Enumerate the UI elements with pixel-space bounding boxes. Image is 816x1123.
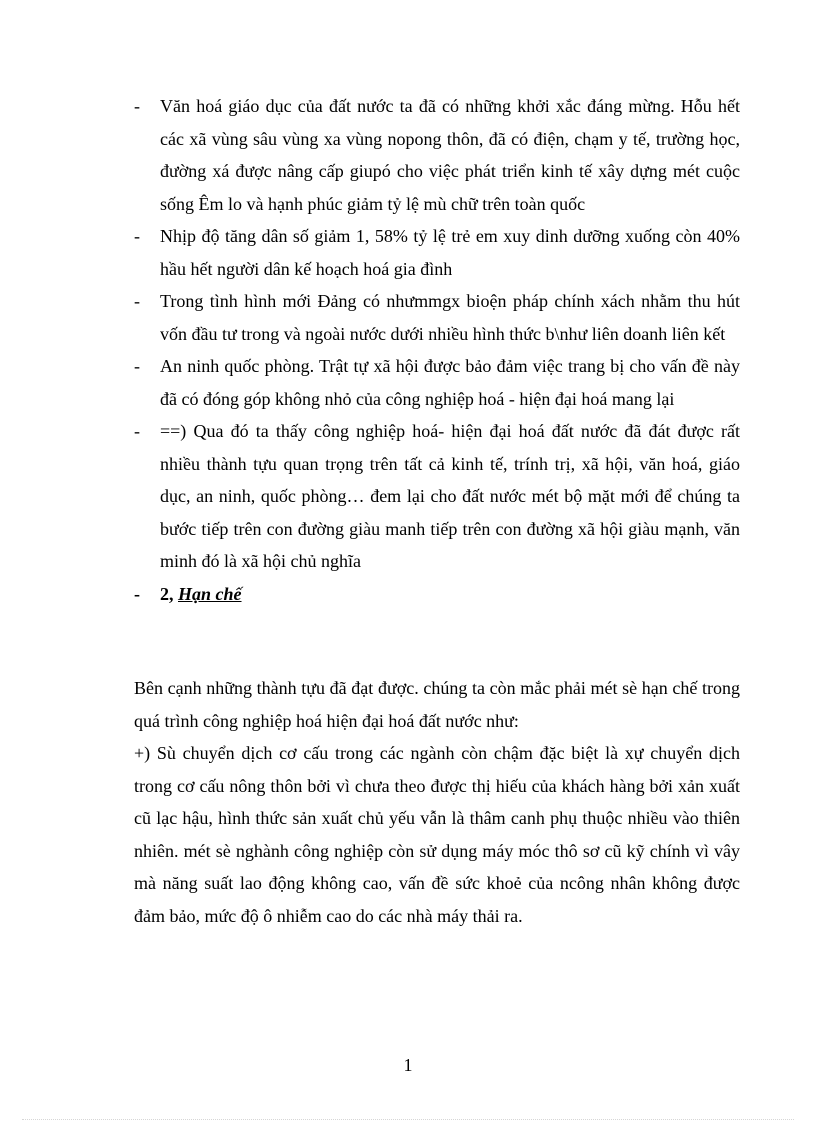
heading-number: 2, [160, 583, 174, 604]
section-heading [134, 578, 740, 611]
bullet-item [134, 350, 740, 415]
bullet-text: Trong tình hình mới Đảng có nhưmmgx bioện pháp chính xách nhằm thu hút vốn đầu tư trong và ngoài nước dưới nhiều hình thức b\như liên doanh liên kết [160, 291, 740, 344]
bullet-text: ==) Qua đó ta thấy công nghiệp hoá- hiện đại hoá đất nước đã đát được rất nhiều thành tựu quan trọng trên tất cả kinh tế, trính trị, xã hội, văn hoá, giáo dục, an ninh, quốc phòng… đem lại cho đất nước mét bộ mặt mới để chúng ta bước tiếp trên con đường giàu manh tiếp trên con đường xã hội giàu mạnh, văn minh đó là xã hội chủ nghĩa [160, 421, 740, 571]
body-text [134, 672, 740, 932]
bullet-dash: - [134, 356, 140, 376]
page-number: 1 [403, 1055, 413, 1075]
paragraph: +) Sù chuyển dịch cơ cấu trong các ngành còn chậm đặc biệt là xự chuyển dịch trong cơ cấu nông thôn bởi vì chưa theo được thị hiếu của khách hàng bởi xản xuất cũ lạc hậu, hình thức sản xuất chủ yếu vẫn là thâm canh phụ thuộc nhiều vào thiên nhiên. mét sè nghành công nghiệp còn sử dụng máy móc thô sơ cũ kỹ chính vì vây mà năng suất lao động không cao, vấn đề sức khoẻ của ncông nhân không được đảm bảo, mức độ ô nhiễm cao do các nhà máy thải ra. [134, 743, 740, 926]
bullet-dash: - [134, 421, 140, 441]
paragraph: Bên cạnh những thành tựu đã đạt được. chúng ta còn mắc phải mét sè hạn chế trong quá trình công nghiệp hoá hiện đại hoá đất nước như: [134, 678, 740, 731]
bullet-dash: - [134, 96, 140, 116]
heading-dash: - [134, 583, 140, 604]
bullet-text: An ninh quốc phòng. Trật tự xã hội được bảo đảm việc trang bị cho vấn đề này đã có đóng góp không nhỏ của công nghiệp hoá - hiện đại hoá mang lại [160, 356, 740, 409]
bullet-text: Văn hoá giáo dục của đất nước ta đã có những khởi xắc đáng mừng. Hỗu hết các xã vùng sâu vùng xa vùng nopong thôn, đã có điện, chạm y tế, trường học, đường xá được nâng cấp giupó cho việc phát triển kinh tế xây dựng mét cuộc sống Êm lo và hạnh phúc giảm tỷ lệ mù chữ trên toàn quốc [160, 96, 740, 214]
bullet-list [134, 90, 740, 610]
bullet-item [134, 220, 740, 285]
bullet-dash: - [134, 291, 140, 311]
bullet-item [134, 285, 740, 350]
bullet-dash: - [134, 226, 140, 246]
bullet-item [134, 415, 740, 578]
bullet-item [134, 90, 740, 220]
page-bottom-edge [22, 1119, 794, 1120]
heading-title: Hạn chế [178, 583, 242, 604]
bullet-text: Nhịp độ tăng dân số giảm 1, 58% tỷ lệ trẻ em xuy dinh dưỡng xuống còn 40% hầu hết người dân kế hoạch hoá gia đình [160, 226, 740, 279]
